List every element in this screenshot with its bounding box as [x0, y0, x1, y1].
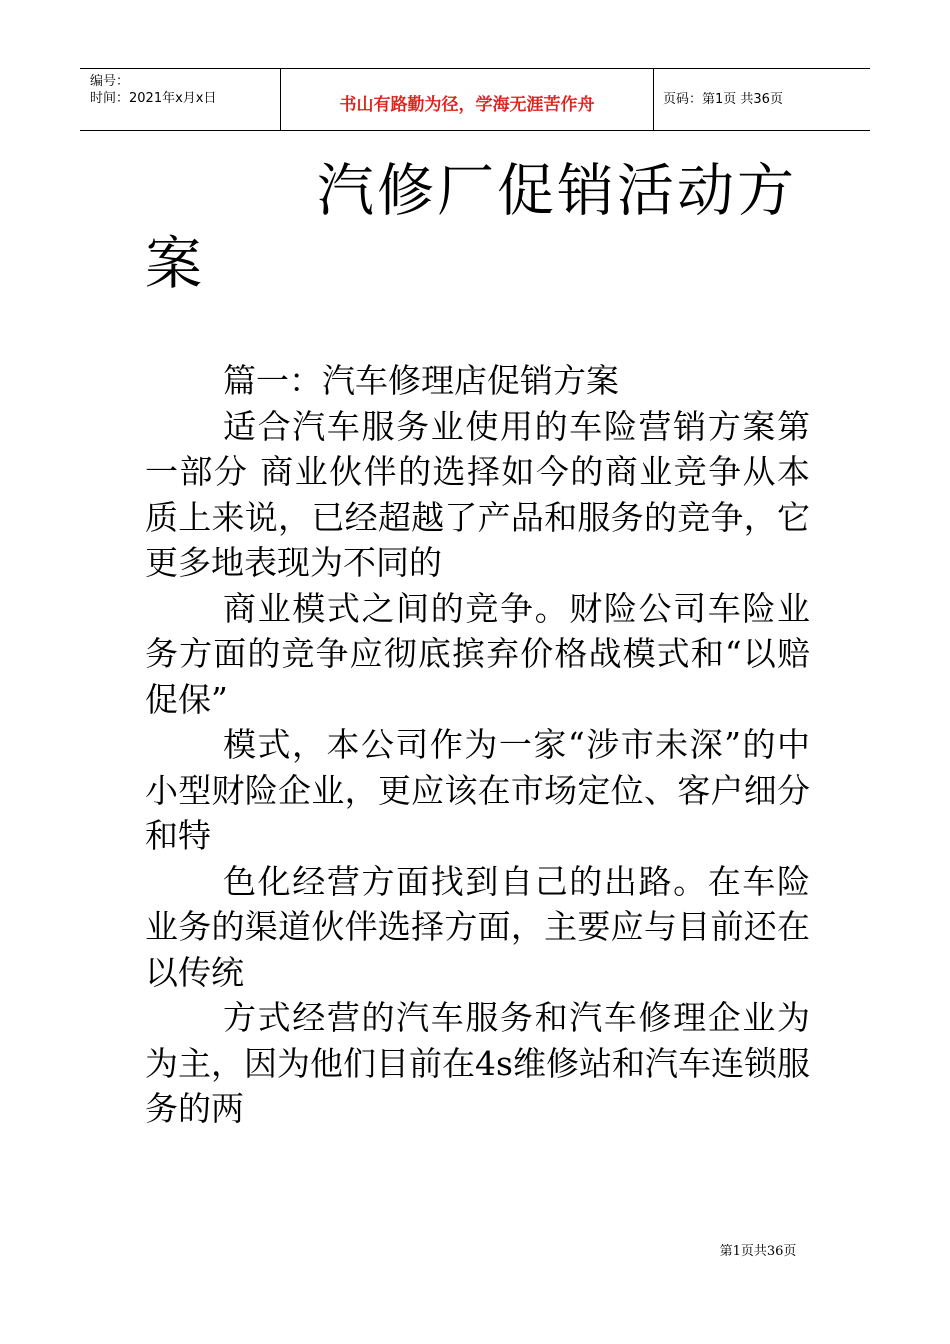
body-paragraph: 商业模式之间的竞争。财险公司车险业务方面的竞争应彻底摈弃价格战模式和“以赔促保” [145, 588, 810, 719]
section-heading: 篇一：汽车修理店促销方案 [223, 361, 619, 400]
header-page-cell [653, 69, 870, 130]
footer-page-number: 第1页共36页 [719, 1244, 797, 1259]
body-paragraph: 适合汽车服务业使用的车险营销方案第一部分 商业伙伴的选择如今的商业竞争从本质上来说，已经超越了产品和服务的竞争，它更多地表现为不同的 [145, 406, 810, 582]
body-paragraph: 模式，本公司作为一家“涉市未深”的中小型财险企业，更应该在市场定位、客户细分和特 [145, 725, 810, 855]
page-footer [0, 1240, 950, 1259]
document-time-label: 时间：2021年x月x日 [90, 91, 217, 106]
header-page-code: 页码：第1页 共36页 [663, 92, 783, 107]
page-header [80, 68, 870, 131]
header-motto: 书山有路勤为径，学海无涯苦作舟 [339, 95, 595, 115]
document-title: 汽修厂促销活动方案 [145, 158, 797, 297]
header-motto-cell [280, 69, 654, 130]
header-meta-cell [80, 69, 280, 130]
document-body [145, 358, 810, 1132]
body-paragraph: 色化经营方面找到自己的出路。在车险业务的渠道伙伴选择方面，主要应与目前还在以传统 [145, 861, 810, 992]
body-paragraph: 方式经营的汽车服务和汽车修理企业为为主，因为他们目前在4s维修站和汽车连锁服务的两 [145, 998, 810, 1128]
document-number-label: 编号： [90, 74, 130, 89]
